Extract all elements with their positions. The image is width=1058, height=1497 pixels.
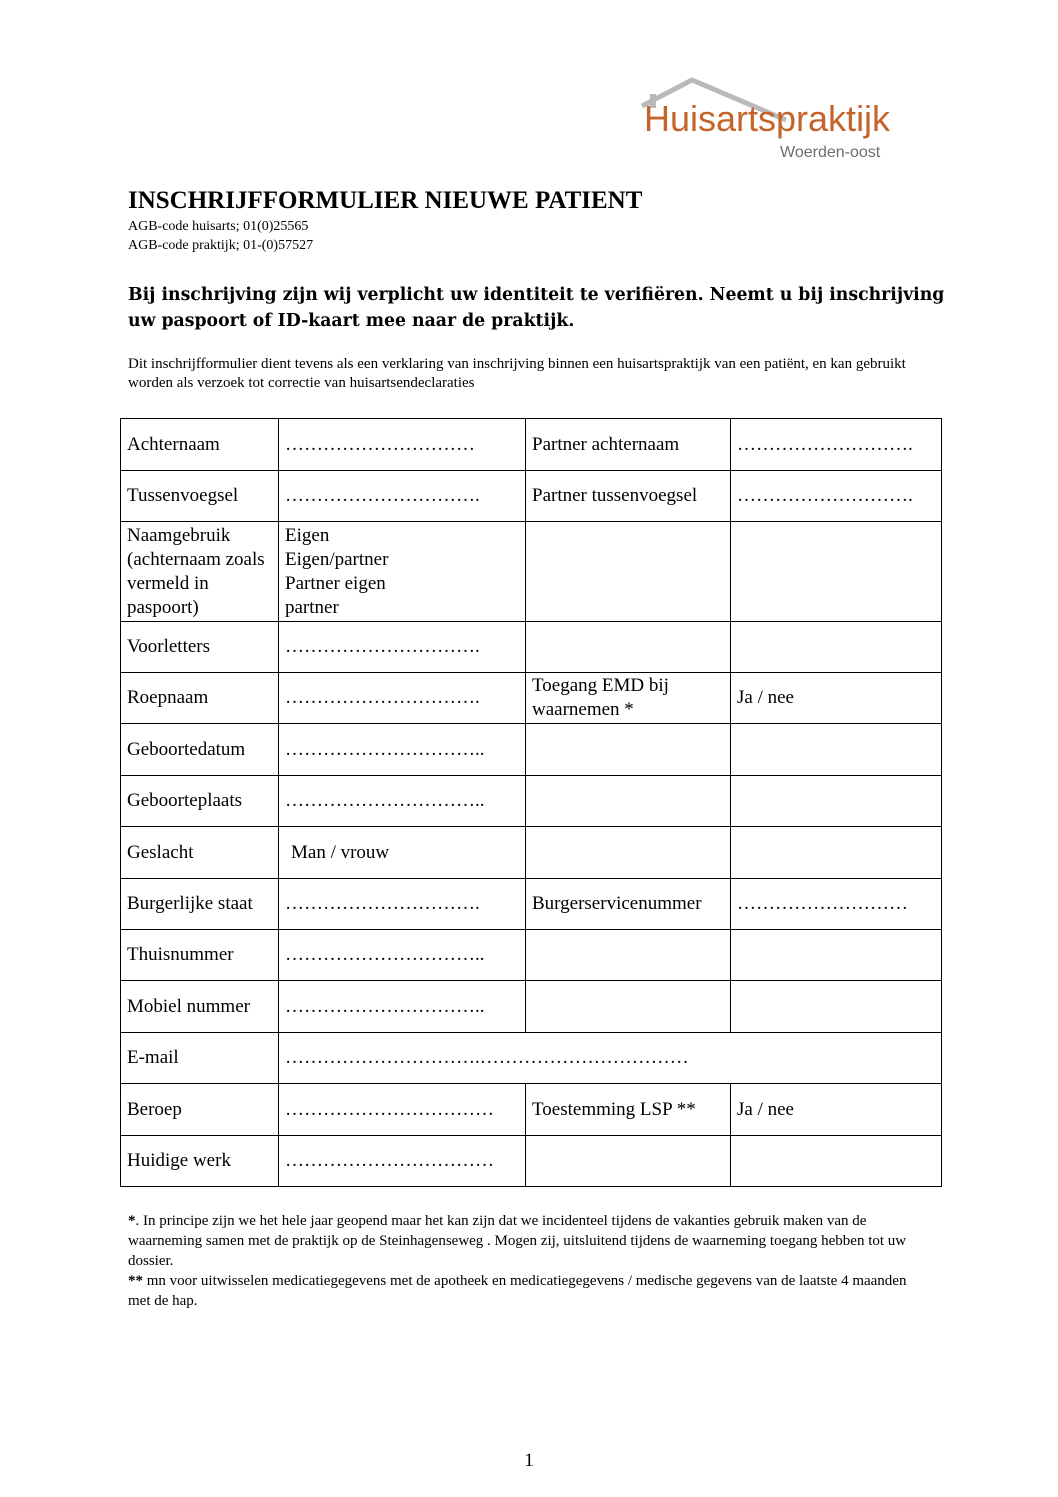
label-voorletters: Voorletters [121,622,279,673]
label-roepnaam: Roepnaam [121,673,279,724]
empty-cell [731,522,942,622]
empty-cell [731,981,942,1033]
footnote-1 [128,1211,928,1271]
footnote-2-text: mn voor uitwisselen medicatiegegevens met de apotheek en medicatiegegevens / medische gegevens van de laatste 4 maanden met de hap. [128,1273,907,1309]
field-partner-tussenvoegsel[interactable]: ………………………. [731,471,942,522]
empty-cell [731,622,942,673]
field-tussenvoegsel[interactable]: …………………………. [279,471,526,522]
footnote-1-text: . In principe zijn we het hele jaar geopend maar het kan zijn dat we incidenteel tijdens de vakanties gebruik maken van de waarneming samen met de praktijk op de Steinhagenseweg . Mogen zij, uitsluitend tijdens de waarneming toegang hebben tot uw dossier. [128,1213,907,1269]
row-geboortedatum [121,724,942,776]
row-roepnaam [121,673,942,724]
row-geboorteplaats [121,776,942,827]
label-beroep: Beroep [121,1084,279,1136]
empty-cell [731,776,942,827]
empty-cell [526,522,731,622]
field-geboortedatum[interactable]: ………………………….. [279,724,526,776]
row-beroep [121,1084,942,1136]
label-tussenvoegsel: Tussenvoegsel [121,471,279,522]
row-burgerlijke-staat [121,879,942,930]
footnote-2 [128,1271,928,1311]
label-achternaam: Achternaam [121,419,279,471]
label-geslacht: Geslacht [121,827,279,879]
footnotes [128,1211,928,1311]
empty-cell [731,930,942,981]
label-geboortedatum: Geboortedatum [121,724,279,776]
empty-cell [731,1136,942,1187]
row-achternaam [121,419,942,471]
empty-cell [731,827,942,879]
field-roepnaam[interactable]: …………………………. [279,673,526,724]
empty-cell [526,981,731,1033]
intro-text: Dit inschrijfformulier dient tevens als een verklaring van inschrijving binnen een huisartspraktijk van een patiënt, en kan gebruikt worden als verzoek tot correctie van huisartsendeclaraties [128,356,906,391]
field-geboorteplaats[interactable]: ………………………….. [279,776,526,827]
field-achternaam[interactable]: ………………………… [279,419,526,471]
label-partner-tussenvoegsel: Partner tussenvoegsel [526,471,731,522]
agb-code-huisarts: AGB-code huisarts; 01(0)25565 [128,219,309,234]
identity-notice: Bij inschrijving zijn wij verplicht uw identiteit te verifiëren. Neemt u bij inschrijving uw paspoort of ID-kaart mee naar de praktijk. [128,285,945,331]
empty-cell [526,1136,731,1187]
label-burgerservicenummer: Burgerservicenummer [526,879,731,930]
form-title: INSCHRIJFFORMULIER NIEUWE PATIENT [128,187,643,214]
field-geslacht[interactable]: Man / vrouw [279,827,526,879]
field-partner-achternaam[interactable]: ………………………. [731,419,942,471]
page-number: 1 [524,1450,534,1471]
label-toegang-emd: Toegang EMD bij waarnemen * [526,673,731,724]
label-toestemming-lsp: Toestemming LSP ** [526,1084,731,1136]
label-email: E-mail [121,1033,279,1084]
empty-cell [526,776,731,827]
field-burgerservicenummer[interactable]: ……………………… [731,879,942,930]
row-geslacht [121,827,942,879]
logo-subtitle: Woerden-oost [780,144,881,161]
row-thuisnummer [121,930,942,981]
footnote-1-marker: * [128,1213,136,1229]
label-partner-achternaam: Partner achternaam [526,419,731,471]
footnote-2-marker: ** [128,1273,143,1289]
field-burgerlijke-staat[interactable]: …………………………. [279,879,526,930]
logo-name: Huisartspraktijk [644,98,891,139]
field-beroep[interactable]: …………………………… [279,1084,526,1136]
option-partner[interactable]: partner [285,597,339,618]
field-thuisnummer[interactable]: ………………………….. [279,930,526,981]
field-huidige-werk[interactable]: …………………………… [279,1136,526,1187]
field-mobiel-nummer[interactable]: ………………………….. [279,981,526,1033]
row-naamgebruik [121,522,942,622]
empty-cell [526,827,731,879]
field-toegang-emd[interactable]: Ja / nee [731,673,942,724]
label-huidige-werk: Huidige werk [121,1136,279,1187]
row-mobiel-nummer [121,981,942,1033]
empty-cell [526,930,731,981]
label-burgerlijke-staat: Burgerlijke staat [121,879,279,930]
registration-form-table [120,418,942,1187]
row-voorletters [121,622,942,673]
row-tussenvoegsel [121,471,942,522]
field-voorletters[interactable]: …………………………. [279,622,526,673]
label-geboorteplaats: Geboorteplaats [121,776,279,827]
label-mobiel-nummer: Mobiel nummer [121,981,279,1033]
field-toestemming-lsp[interactable]: Ja / nee [731,1084,942,1136]
agb-code-praktijk: AGB-code praktijk; 01-(0)57527 [128,238,314,253]
option-eigen[interactable]: Eigen [285,525,330,546]
field-naamgebruik-options[interactable] [279,522,526,622]
label-thuisnummer: Thuisnummer [121,930,279,981]
empty-cell [526,724,731,776]
row-huidige-werk [121,1136,942,1187]
field-email[interactable]: ………………………….…………………………… [279,1033,942,1084]
label-naamgebruik: Naamgebruik (achternaam zoals vermeld in paspoort) [121,522,279,622]
option-eigen-partner[interactable]: Eigen/partner [285,549,389,570]
option-partner-eigen[interactable]: Partner eigen [285,573,386,594]
practice-logo [636,76,896,168]
empty-cell [731,724,942,776]
empty-cell [526,622,731,673]
row-email [121,1033,942,1084]
